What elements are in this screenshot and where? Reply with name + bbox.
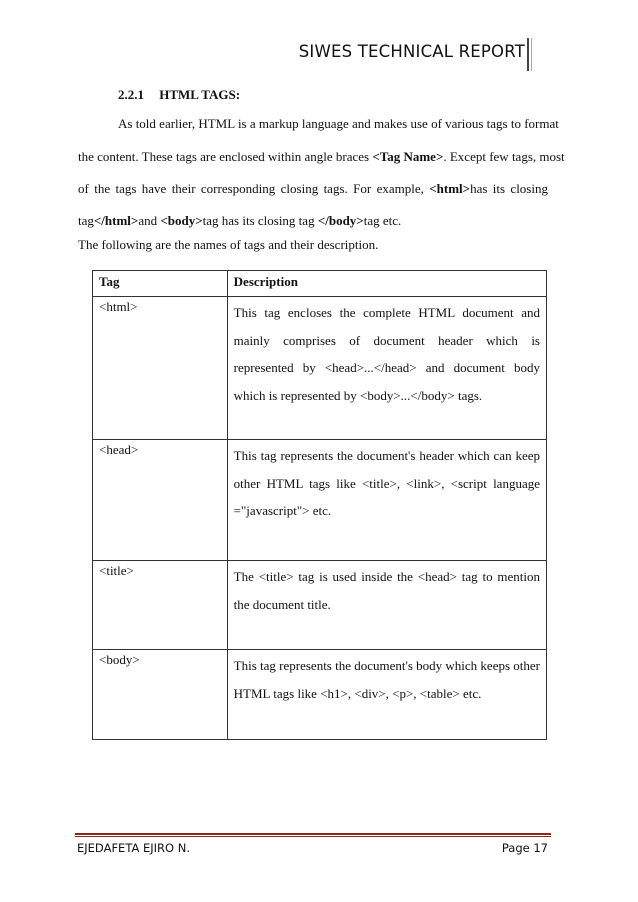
tag-cell: <html> bbox=[93, 297, 228, 440]
description-cell bbox=[227, 561, 546, 650]
description-line: other HTML tags like <title>, <link>, <script language bbox=[233, 475, 540, 491]
description-line: which is represented by <body>...</body> tags. bbox=[233, 387, 483, 403]
table-row bbox=[93, 440, 547, 561]
section-title: HTML TAGS: bbox=[159, 87, 241, 102]
intro-text: tag bbox=[78, 213, 94, 228]
description-line: This tag encloses the complete HTML document and bbox=[233, 305, 540, 320]
footer-rule bbox=[75, 833, 551, 835]
description-line: This tag represents the document's body which keeps other bbox=[233, 658, 540, 673]
section-number: 2.2.1 bbox=[118, 87, 144, 102]
description-line: This tag represents the document's header which can keep bbox=[233, 448, 540, 463]
header-bar-thin bbox=[531, 38, 532, 71]
intro-bold: </html> bbox=[93, 213, 139, 228]
intro-text: tag has its closing tag bbox=[202, 213, 318, 228]
description-cell bbox=[227, 650, 546, 740]
intro-line-3 bbox=[78, 180, 548, 198]
tag-cell: <title> bbox=[93, 561, 228, 650]
intro-text: . Except few tags, most bbox=[443, 149, 565, 164]
intro-line-5: The following are the names of tags and their description. bbox=[78, 237, 379, 252]
description-line: The <title> tag is used inside the <head> tag to mention bbox=[233, 569, 540, 584]
footer-page-number: Page 17 bbox=[501, 841, 548, 855]
tags-table bbox=[92, 270, 547, 740]
header-description: Description bbox=[227, 271, 546, 297]
description-line: represented by <head>...</head> and document body bbox=[233, 360, 540, 375]
intro-text: tag etc. bbox=[363, 213, 402, 228]
section-heading bbox=[118, 87, 240, 103]
description-line: HTML tags like <h1>, <div>, <p>, <table> etc. bbox=[233, 685, 482, 701]
description-line: mainly comprises of document header which is bbox=[233, 332, 540, 348]
header-tag: Tag bbox=[93, 271, 228, 297]
description-cell bbox=[227, 440, 546, 561]
intro-text: has its closing bbox=[470, 181, 548, 196]
header-bar bbox=[527, 38, 529, 71]
tag-cell: <body> bbox=[93, 650, 228, 740]
intro-line-4 bbox=[78, 212, 548, 230]
tag-cell: <head> bbox=[93, 440, 228, 561]
report-title: SIWES TECHNICAL REPORT bbox=[298, 42, 525, 61]
intro-bold: <Tag Name> bbox=[372, 149, 444, 164]
description-line: the document title. bbox=[233, 596, 331, 612]
footer-rule-thin bbox=[75, 836, 551, 837]
intro-text: of the tags have their corresponding closing tags. For example, bbox=[78, 181, 430, 196]
intro-line-2 bbox=[78, 148, 565, 166]
intro-line-1: As told earlier, HTML is a markup language and makes use of various tags to format bbox=[118, 116, 559, 131]
footer-author: EJEDAFETA EJIRO N. bbox=[77, 841, 190, 855]
intro-bold: <html> bbox=[429, 181, 471, 196]
intro-bold: <body> bbox=[160, 213, 203, 228]
table-row bbox=[93, 650, 547, 740]
table-row bbox=[93, 297, 547, 440]
intro-text: the content. These tags are enclosed within angle braces bbox=[78, 149, 373, 164]
description-cell bbox=[227, 297, 546, 440]
intro-bold: </body> bbox=[317, 213, 364, 228]
table-header-row bbox=[93, 271, 547, 297]
table-row bbox=[93, 561, 547, 650]
intro-text: and bbox=[138, 213, 161, 228]
description-line: ="javascript"> etc. bbox=[233, 503, 332, 518]
